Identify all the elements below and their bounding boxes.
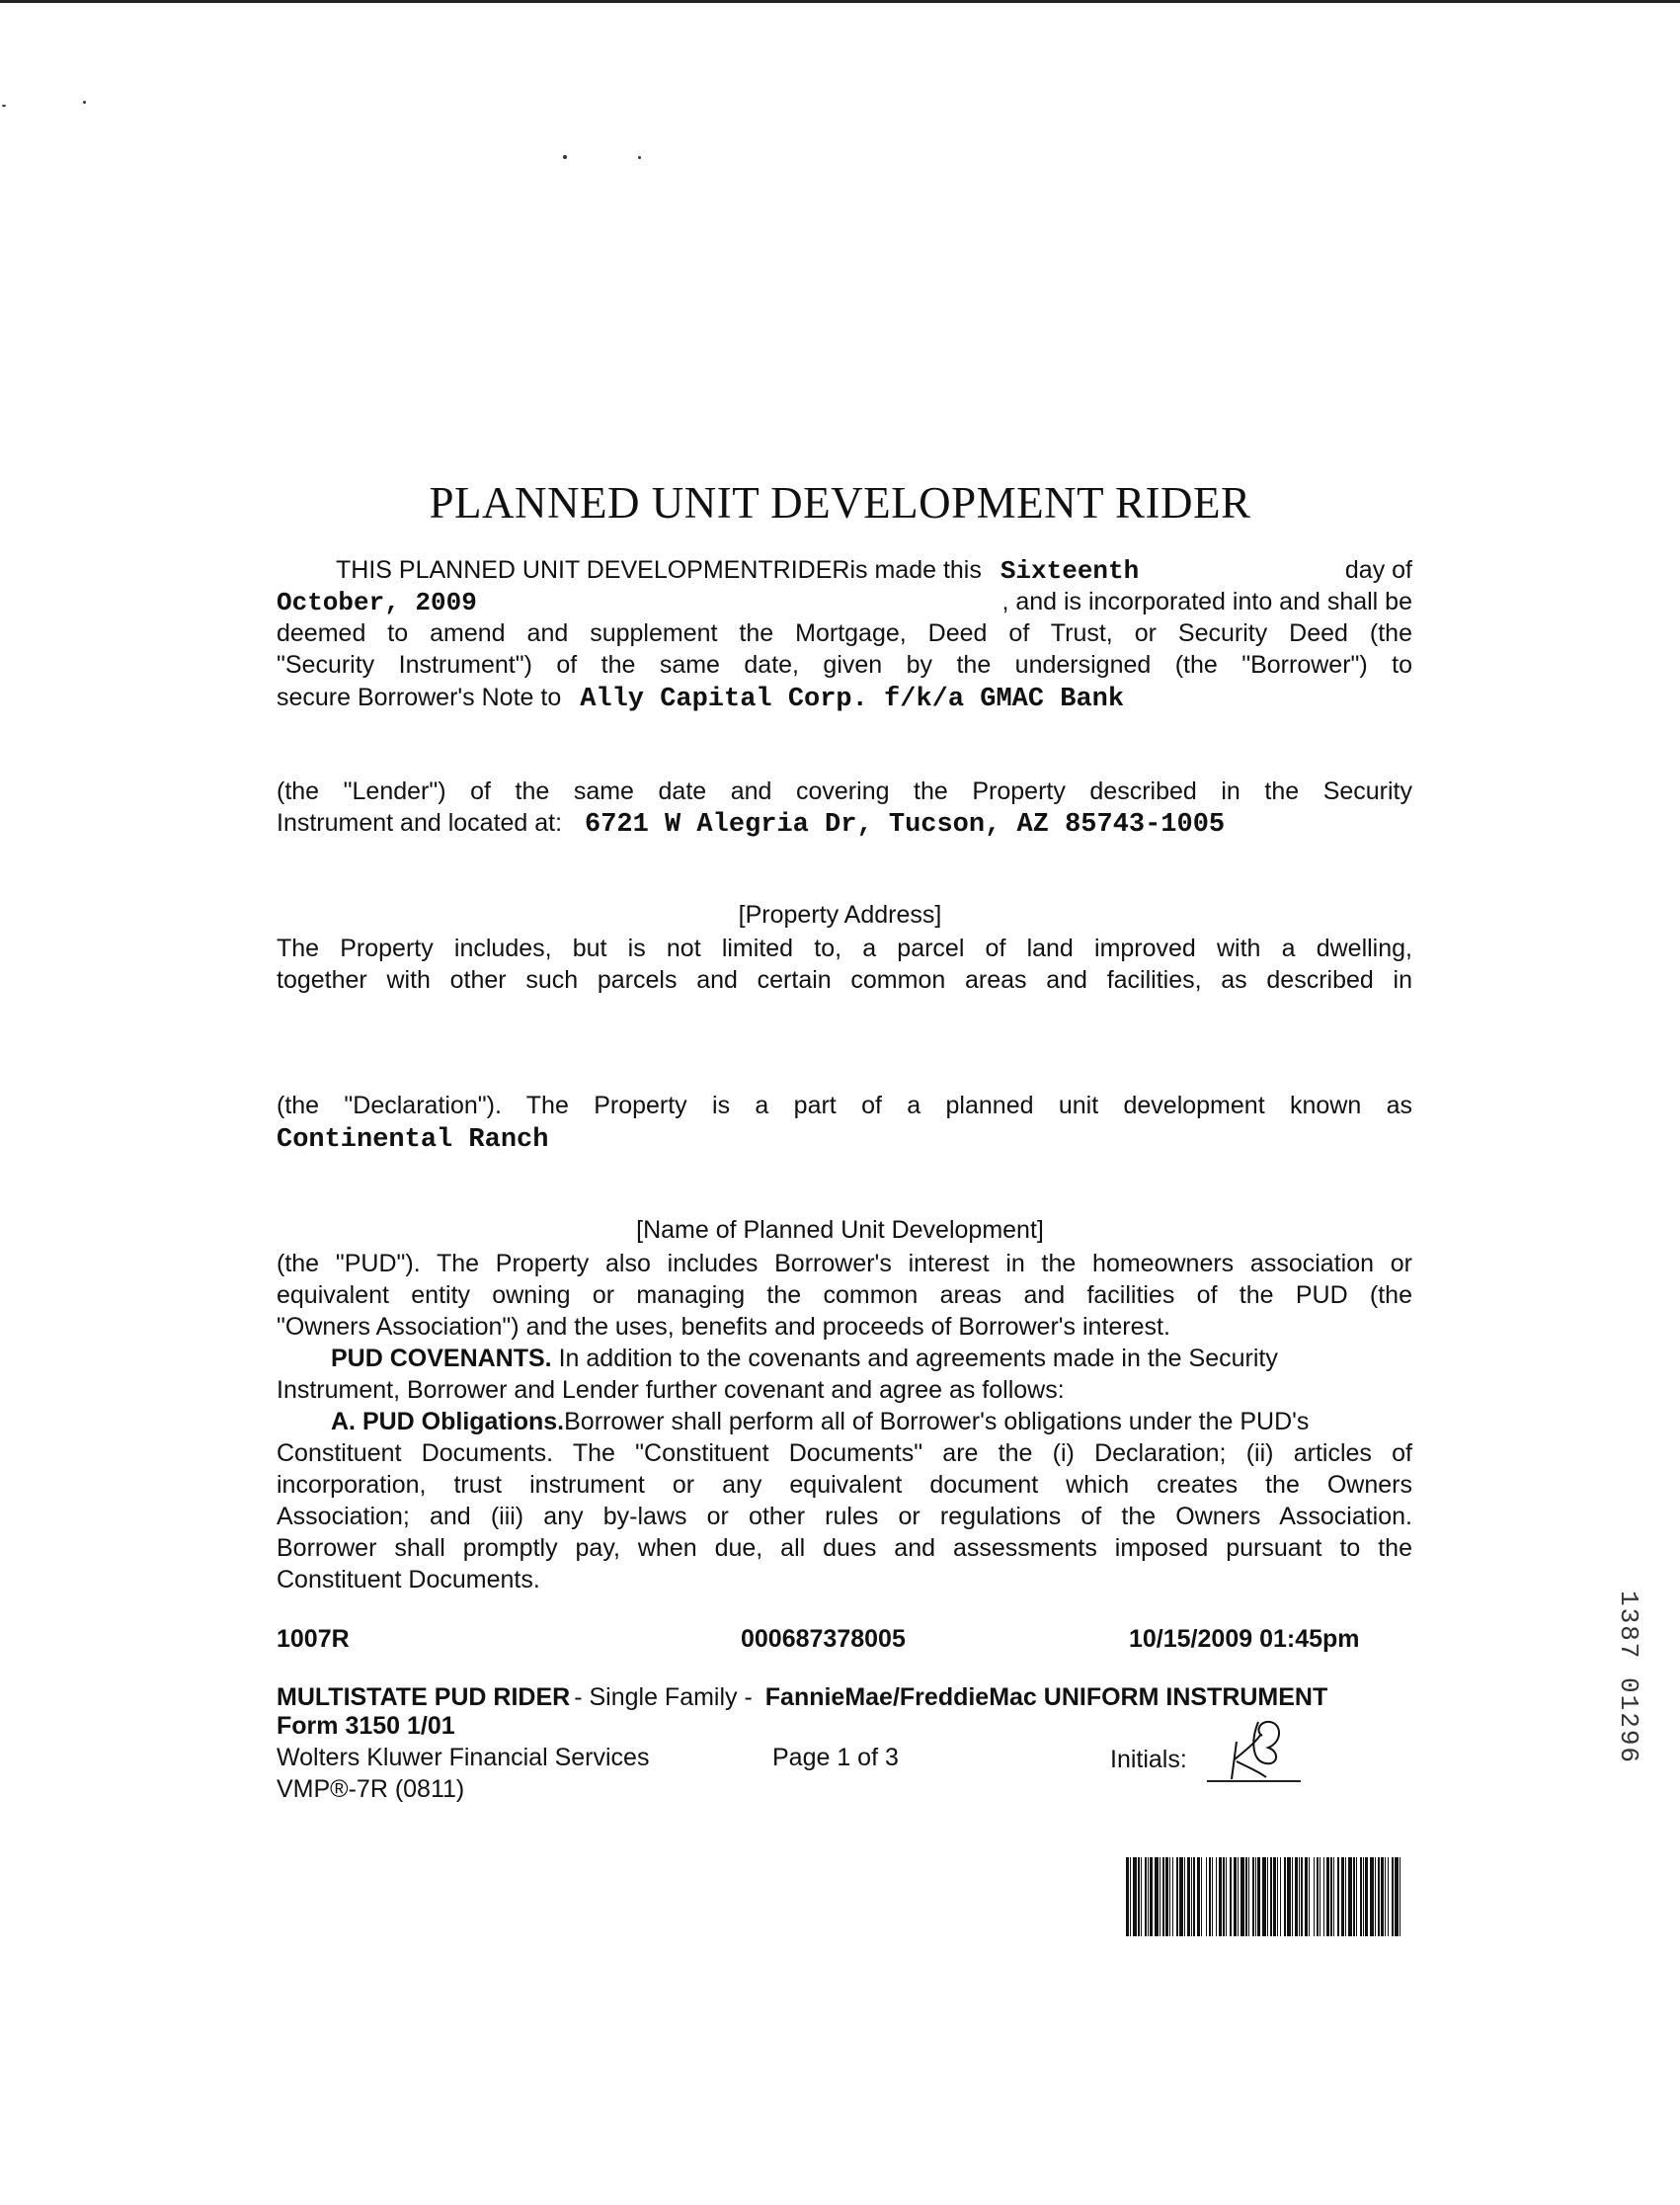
rider-title-bold: MULTISTATE PUD RIDER bbox=[277, 1683, 571, 1711]
property-address-caption: [Property Address] bbox=[738, 901, 942, 929]
scan-speck bbox=[563, 155, 567, 159]
rider-month-year: October, 2009 bbox=[277, 588, 477, 617]
lender-name: Ally Capital Corp. f/k/a GMAC Bank bbox=[580, 685, 1125, 714]
property-address: 6721 W Alegria Dr, Tucson, AZ 85743-1005 bbox=[585, 810, 1226, 840]
form-code: 1007R bbox=[277, 1625, 350, 1653]
lender-line-2-lead: Instrument and located at: bbox=[277, 809, 563, 837]
covenants-line-1-rest: In addition to the covenants and agreements made in the Security bbox=[558, 1345, 1278, 1372]
intro-line-1 bbox=[277, 554, 1412, 587]
obligations-line-2: Constituent Documents. The "Constituent Documents" are the (i) Declaration; (ii) articles of bbox=[277, 1439, 1412, 1467]
side-stamp: 1387 01296 bbox=[1614, 1591, 1643, 1765]
intro-line-4: "Security Instrument") of the same date, given by the undersigned (the "Borrower") to bbox=[277, 651, 1412, 679]
form-number: Form 3150 1/01 bbox=[277, 1712, 455, 1740]
signature-initials-icon bbox=[1207, 1712, 1320, 1781]
rider-title-mid: - Single Family - bbox=[574, 1683, 753, 1711]
page-number: Page 1 of 3 bbox=[772, 1744, 899, 1771]
publisher: Wolters Kluwer Financial Services bbox=[277, 1744, 650, 1771]
obligations-line-1 bbox=[277, 1406, 1412, 1437]
rider-title-line bbox=[277, 1683, 1327, 1712]
intro-lead-text: THIS PLANNED UNIT DEVELOPMENTRIDERis made this bbox=[336, 556, 982, 584]
intro-line-5 bbox=[277, 682, 1412, 715]
intro-line-3: deemed to amend and supplement the Mortgage, Deed of Trust, or Security Deed (the bbox=[277, 619, 1412, 647]
scan-speck bbox=[2, 105, 6, 107]
obligations-heading: A. PUD Obligations. bbox=[331, 1408, 565, 1435]
covenants-line-1 bbox=[277, 1343, 1412, 1374]
loan-number: 000687378005 bbox=[741, 1625, 906, 1653]
declaration-line-2 bbox=[277, 1122, 1412, 1156]
obligations-line-6: Constituent Documents. bbox=[277, 1566, 540, 1593]
declaration-line-1: (the "Declaration"). The Property is a part of a planned unit development known as bbox=[277, 1092, 1412, 1119]
property-line-1: The Property includes, but is not limited to, a parcel of land improved with a dwelling, bbox=[277, 935, 1412, 962]
pud-line-1: (the "PUD"). The Property also includes Borrower's interest in the homeowners association or bbox=[277, 1250, 1412, 1277]
scan-speck bbox=[638, 156, 641, 159]
day-of-text: day of bbox=[1344, 556, 1412, 584]
lender-line-2 bbox=[277, 807, 1412, 841]
pud-name-caption: [Name of Planned Unit Development] bbox=[636, 1216, 1044, 1244]
document-title: PLANNED UNIT DEVELOPMENT RIDER bbox=[429, 478, 1251, 528]
rider-day: Sixteenth bbox=[1000, 556, 1140, 586]
obligations-line-5: Borrower shall promptly pay, when due, all dues and assessments imposed pursuant to the bbox=[277, 1534, 1412, 1562]
pud-line-3: "Owners Association") and the uses, benefits and proceeds of Borrower's interest. bbox=[277, 1313, 1170, 1341]
intro-line-5-lead: secure Borrower's Note to bbox=[277, 684, 562, 711]
property-line-2: together with other such parcels and certain common areas and facilities, as described in bbox=[277, 966, 1412, 994]
intro-line-2 bbox=[277, 586, 1412, 618]
intro-line-2-rest: , and is incorporated into and shall be bbox=[1001, 588, 1412, 615]
rider-title-end: FannieMae/FreddieMac UNIFORM INSTRUMENT bbox=[764, 1683, 1328, 1711]
pud-name: Continental Ranch bbox=[277, 1125, 549, 1155]
obligations-line-1-rest: Borrower shall perform all of Borrower's obligations under the PUD's bbox=[564, 1408, 1310, 1435]
scan-speck bbox=[83, 101, 86, 104]
covenants-line-2: Instrument, Borrower and Lender further covenant and agree as follows: bbox=[277, 1376, 1065, 1404]
obligations-line-4: Association; and (iii) any by-laws or other rules or regulations of the Owners Association. bbox=[277, 1503, 1412, 1530]
obligations-line-3: incorporation, trust instrument or any equivalent document which creates the Owners bbox=[277, 1471, 1412, 1499]
vmp-code: VMP®-7R (0811) bbox=[277, 1775, 465, 1803]
barcode-icon bbox=[1126, 1857, 1409, 1936]
pud-line-2: equivalent entity owning or managing the common areas and facilities of the PUD (the bbox=[277, 1281, 1412, 1309]
covenants-heading: PUD COVENANTS. bbox=[331, 1345, 552, 1372]
top-scan-edge bbox=[0, 0, 1680, 3]
print-timestamp: 10/15/2009 01:45pm bbox=[1129, 1625, 1360, 1653]
initials-label: Initials: bbox=[1110, 1746, 1187, 1773]
lender-line-1: (the "Lender") of the same date and covering the Property described in the Security bbox=[277, 777, 1412, 805]
